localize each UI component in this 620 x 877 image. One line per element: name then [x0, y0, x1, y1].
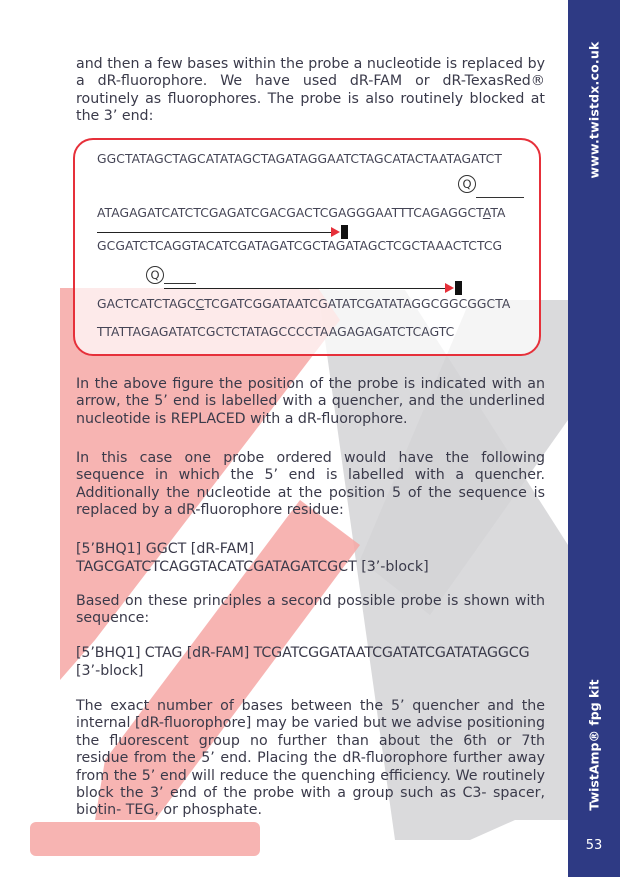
- probe-1-sequence-line-1: [5’BHQ1] GGCT [dR-FAM]: [76, 541, 255, 557]
- paragraph-second-probe: Based on these principles a second possible probe is shown with sequence:: [76, 593, 545, 627]
- sidebar-url[interactable]: www.twistdx.co.uk: [586, 41, 602, 179]
- sequence-line-2-part-a: ATAGAGATCATCTCGAGATCGACGACTCGAGGGAATTTCAGAGGCT: [97, 206, 483, 220]
- probe-2-sequence-line-2: [3’-block]: [76, 663, 144, 679]
- sequence-line-3: GCGATCTCAGGTACATCGATAGATCGCTAGATAGCTCGCTAAACTCTCG: [97, 239, 503, 253]
- sequence-line-4-part-a: GACTCATCTAGC: [97, 297, 196, 311]
- probe-1-sequence-line-2: TAGCGATCTCAGGTACATCGATAGATCGCT [3’-block]: [76, 559, 429, 575]
- probe-1-arrow-head-icon: [331, 227, 340, 237]
- sequence-line-2-part-b: TA: [490, 206, 506, 220]
- quencher-2-icon: Q: [146, 266, 164, 284]
- sequence-line-4-part-b: TCGATCGGATAATCGATATCGATATAGGCGGCGGCTA: [204, 297, 511, 311]
- watermark-red-base: [30, 822, 260, 856]
- replaced-nucleotide-1: A: [482, 206, 491, 220]
- sequence-line-4: [97, 297, 510, 311]
- sequence-line-1: GGCTATAGCTAGCATATAGCTAGATAGGAATCTAGCATACTAATAGATCT: [97, 152, 502, 166]
- page-number: 53: [585, 838, 603, 853]
- sequence-line-2: [97, 206, 506, 220]
- paragraph-probe-order: In this case one probe ordered would have the following sequence in which the 5’ end is labelled with a quencher. Additionally the nucleotide at the position 5 of the sequence is replaced by a dR-fluorophore residue:: [76, 450, 545, 519]
- intro-paragraph: and then a few bases within the probe a nucleotide is replaced by a dR-fluorophore. We have used dR-FAM or dR-TexasRed® routinely as fluorophores. The probe is also routinely blocked at the 3’ end:: [76, 56, 545, 125]
- quencher-1-line: [476, 197, 524, 198]
- probe-2-sequence-line-1: [5’BHQ1] CTAG [dR-FAM] TCGATCGGATAATCGATATCGATATAGGCG: [76, 645, 530, 661]
- sequence-line-5: TTATTAGAGATATCGCTCTATAGCCCCTAAGAGAGATCTCAGTC: [97, 325, 455, 339]
- probe-1-arrow-line: [97, 232, 331, 233]
- quencher-1-icon: Q: [458, 175, 476, 193]
- quencher-2-line: [164, 283, 196, 284]
- replaced-nucleotide-2: C: [195, 297, 205, 311]
- paragraph-quencher-advice: The exact number of bases between the 5’ quencher and the internal [dR-fluorophore] may be varied but we advise positioning the fluorescent group no further than about the 6th or 7th residue from the 5’ end. Placing the dR-fluorophore further away from the 5’ end will reduce the quenching efficiency. We routinely block the 3’ end of the probe with a group such as C3- spacer, biotin- TEG, or phosphate.: [76, 698, 545, 819]
- probe-2-arrow-head-icon: [445, 283, 454, 293]
- probe-2-block-icon: [455, 281, 462, 295]
- probe-2-arrow-line: [164, 288, 445, 289]
- probe-1-block-icon: [341, 225, 348, 239]
- paragraph-probe-arrow: In the above figure the position of the probe is indicated with an arrow, the 5’ end is labelled with a quencher, and the underlined nucleotide is REPLACED with a dR-fluorophore.: [76, 376, 545, 427]
- sidebar-kit-title: TwistAmp® fpg kit: [586, 679, 602, 811]
